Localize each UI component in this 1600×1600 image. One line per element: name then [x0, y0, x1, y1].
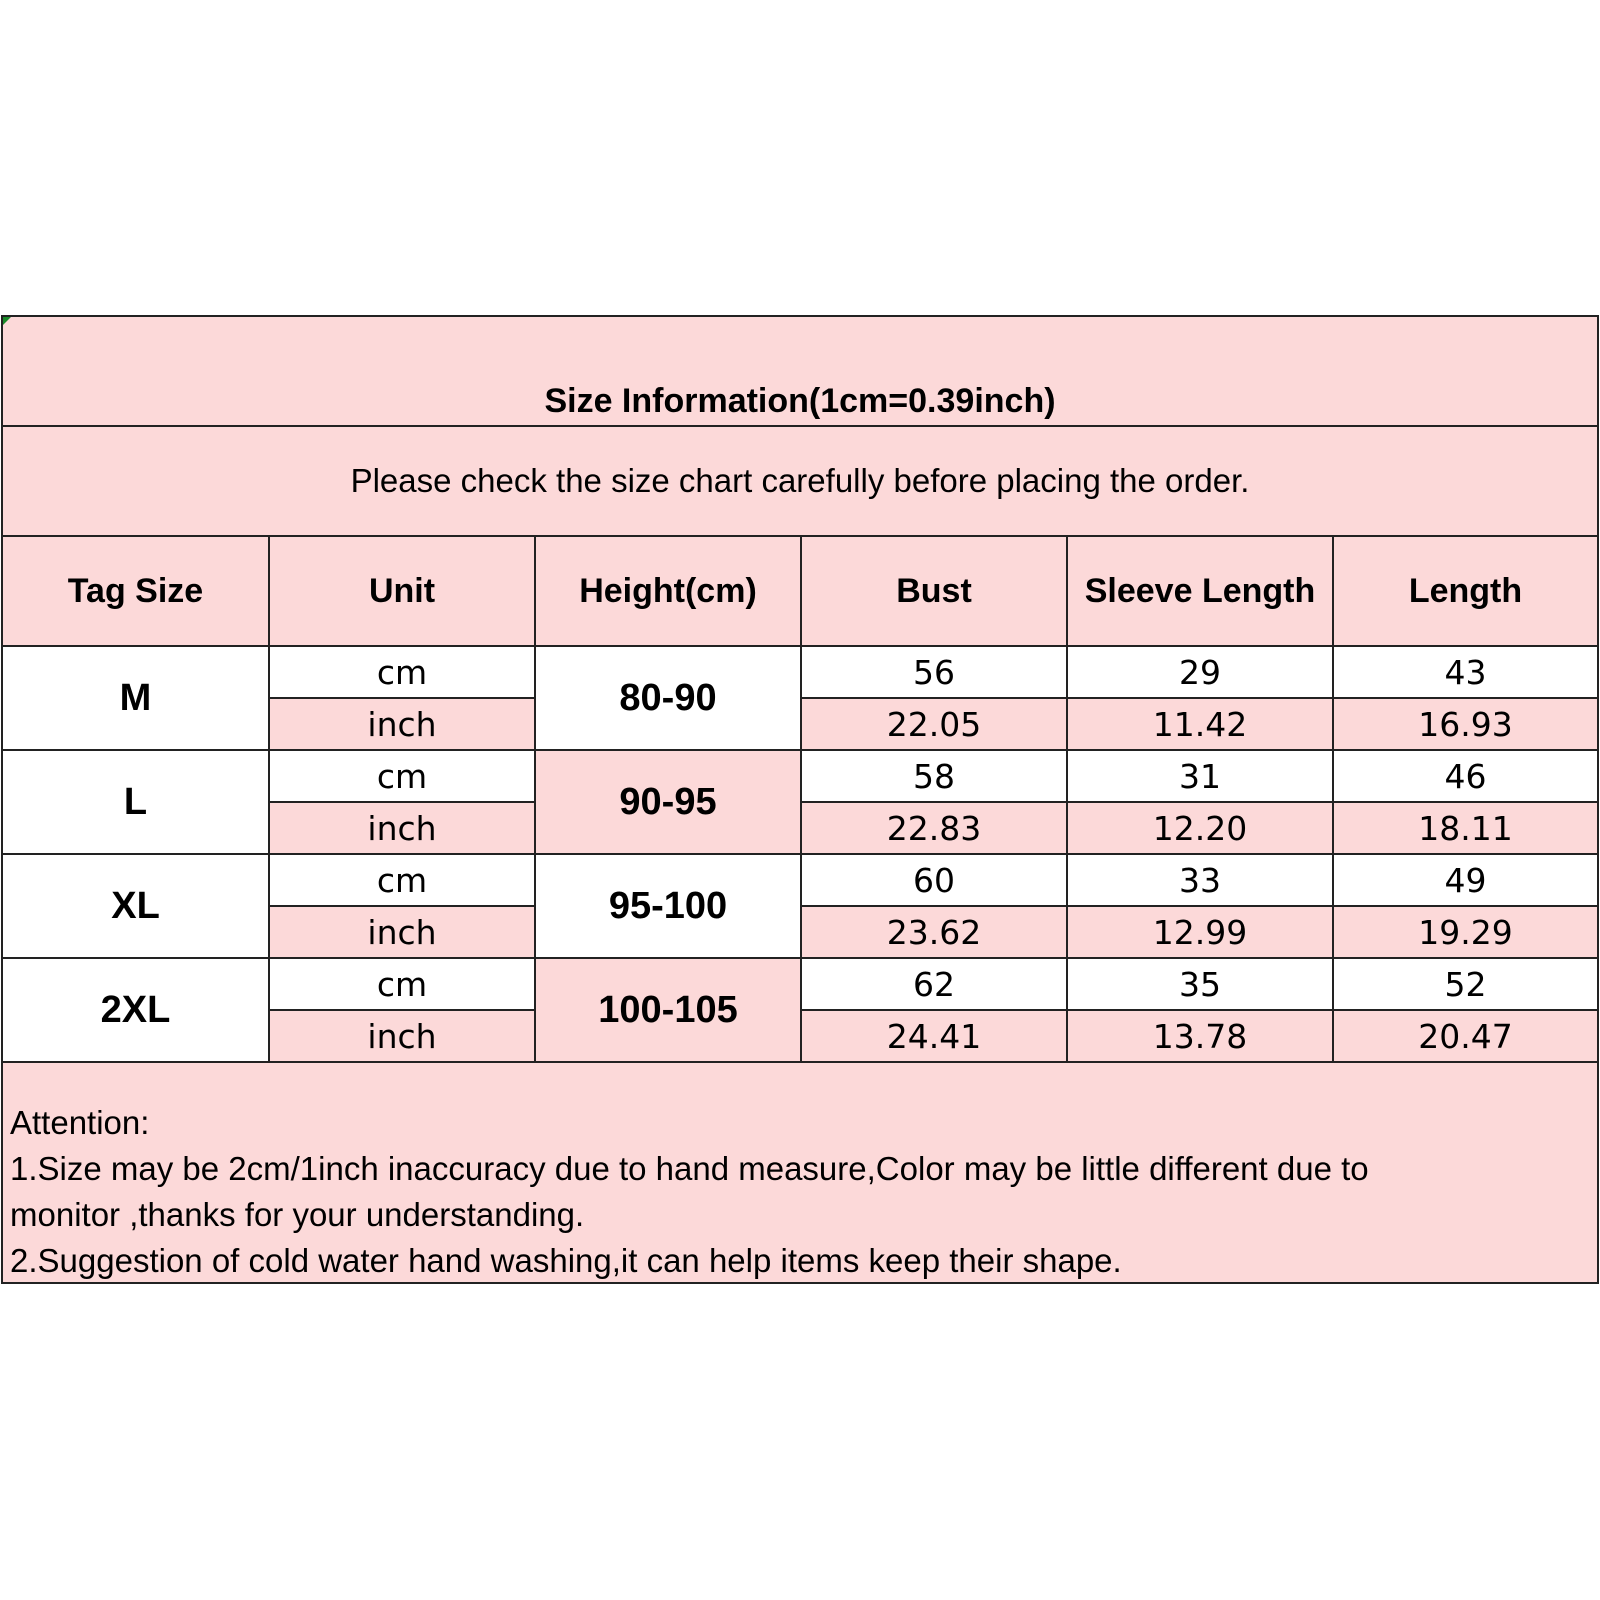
height-cell: 95-100 — [535, 854, 801, 958]
length-cell: 52 — [1333, 958, 1597, 1010]
table-row — [3, 958, 1597, 1010]
table-row — [3, 854, 1597, 906]
sleeve-length-cell: 12.99 — [1067, 906, 1333, 958]
unit-cell: inch — [269, 698, 535, 750]
length-cell: 43 — [1333, 646, 1597, 698]
bust-cell: 22.83 — [801, 802, 1067, 854]
header-row — [3, 537, 1597, 646]
table-row — [3, 646, 1597, 698]
attention-line: 2.Suggestion of cold water hand washing,it can help items keep their shape. — [10, 1242, 1122, 1279]
notice-text: Please check the size chart carefully before placing the order. — [350, 462, 1250, 499]
bust-cell: 22.05 — [801, 698, 1067, 750]
size-chart — [1, 315, 1599, 1284]
sleeve-length-cell: 29 — [1067, 646, 1333, 698]
unit-cell: inch — [269, 1010, 535, 1062]
unit-cell: cm — [269, 646, 535, 698]
sleeve-length-cell: 11.42 — [1067, 698, 1333, 750]
bust-cell: 23.62 — [801, 906, 1067, 958]
sleeve-length-cell: 13.78 — [1067, 1010, 1333, 1062]
column-header-height: Height(cm) — [535, 537, 801, 646]
chart-title: Size Information(1cm=0.39inch) — [544, 382, 1056, 420]
length-cell: 16.93 — [1333, 698, 1597, 750]
sleeve-length-cell: 35 — [1067, 958, 1333, 1010]
length-cell: 49 — [1333, 854, 1597, 906]
unit-cell: cm — [269, 750, 535, 802]
title-row — [3, 317, 1597, 427]
unit-cell: inch — [269, 802, 535, 854]
height-cell: 80-90 — [535, 646, 801, 750]
length-cell: 46 — [1333, 750, 1597, 802]
tag-size-cell: L — [3, 750, 269, 854]
unit-cell: inch — [269, 906, 535, 958]
bust-cell: 60 — [801, 854, 1067, 906]
attention-notes — [10, 1100, 1590, 1284]
column-header-bust: Bust — [801, 537, 1067, 646]
column-header-length: Length — [1333, 537, 1597, 646]
length-cell: 18.11 — [1333, 802, 1597, 854]
tag-size-cell: 2XL — [3, 958, 269, 1062]
column-header-unit: Unit — [269, 537, 535, 646]
size-table — [3, 537, 1597, 1063]
height-cell: 100-105 — [535, 958, 801, 1062]
attention-line: monitor ,thanks for your understanding. — [10, 1196, 585, 1233]
length-cell: 20.47 — [1333, 1010, 1597, 1062]
length-cell: 19.29 — [1333, 906, 1597, 958]
tag-size-cell: M — [3, 646, 269, 750]
column-header-tag-size: Tag Size — [3, 537, 269, 646]
notice-row — [3, 427, 1597, 537]
sleeve-length-cell: 31 — [1067, 750, 1333, 802]
attention-heading: Attention: — [10, 1104, 150, 1141]
unit-cell: cm — [269, 958, 535, 1010]
bust-cell: 62 — [801, 958, 1067, 1010]
unit-cell: cm — [269, 854, 535, 906]
height-cell: 90-95 — [535, 750, 801, 854]
bust-cell: 58 — [801, 750, 1067, 802]
sleeve-length-cell: 33 — [1067, 854, 1333, 906]
bust-cell: 56 — [801, 646, 1067, 698]
bust-cell: 24.41 — [801, 1010, 1067, 1062]
sleeve-length-cell: 12.20 — [1067, 802, 1333, 854]
tag-size-cell: XL — [3, 854, 269, 958]
attention-line: 1.Size may be 2cm/1inch inaccuracy due to hand measure,Color may be little different due to — [10, 1150, 1369, 1187]
column-header-sleeve-length: Sleeve Length — [1067, 537, 1333, 646]
table-row — [3, 750, 1597, 802]
